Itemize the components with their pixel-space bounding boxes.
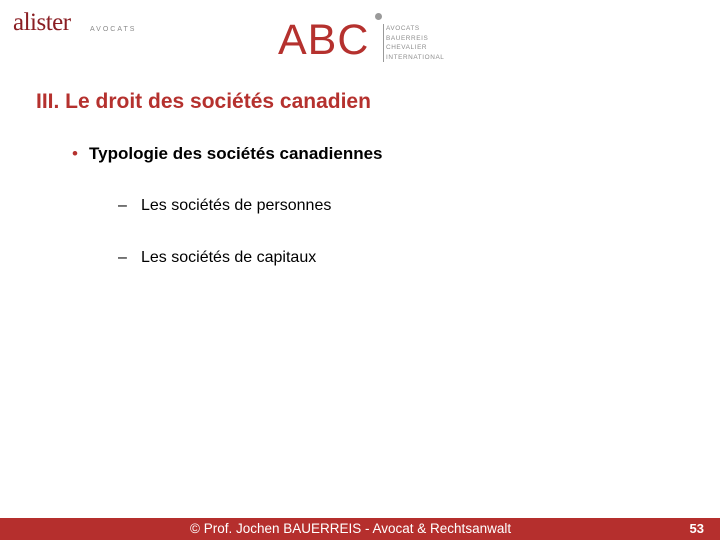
sub-item-marker: –: [118, 197, 127, 214]
page-number: 53: [689, 521, 704, 536]
bullet-text: Typologie des sociétés canadiennes: [89, 144, 383, 163]
alister-logo-word: alister: [13, 9, 71, 36]
footer-text: © Prof. Jochen BAUERREIS - Avocat & Rechtsanwalt: [190, 521, 512, 536]
alister-logo-subtitle: AVOCATS: [90, 26, 137, 33]
abci-logo-lines: [386, 24, 444, 62]
abci-line: INTERNATIONAL: [386, 53, 445, 61]
slide-title: III. Le droit des sociétés canadien: [36, 90, 371, 113]
abci-dot-icon: [375, 13, 382, 20]
sub-item-personnes: [118, 197, 331, 215]
sub-item-marker: –: [118, 249, 127, 266]
abci-logo: [278, 12, 468, 64]
abci-line: AVOCATS: [386, 25, 420, 32]
abci-line: BAUERREIS: [386, 34, 429, 42]
sub-item-text: Les sociétés de capitaux: [141, 249, 317, 266]
footer-bar: [0, 518, 720, 540]
abci-logo-letters: ABC: [278, 16, 370, 64]
bullet-item: [72, 144, 383, 164]
abci-line: CHEVALIER: [386, 44, 428, 52]
sub-item-text: Les sociétés de personnes: [141, 197, 332, 214]
sub-item-capitaux: [118, 249, 316, 267]
bullet-marker: •: [72, 144, 78, 163]
abci-separator: [383, 24, 384, 62]
